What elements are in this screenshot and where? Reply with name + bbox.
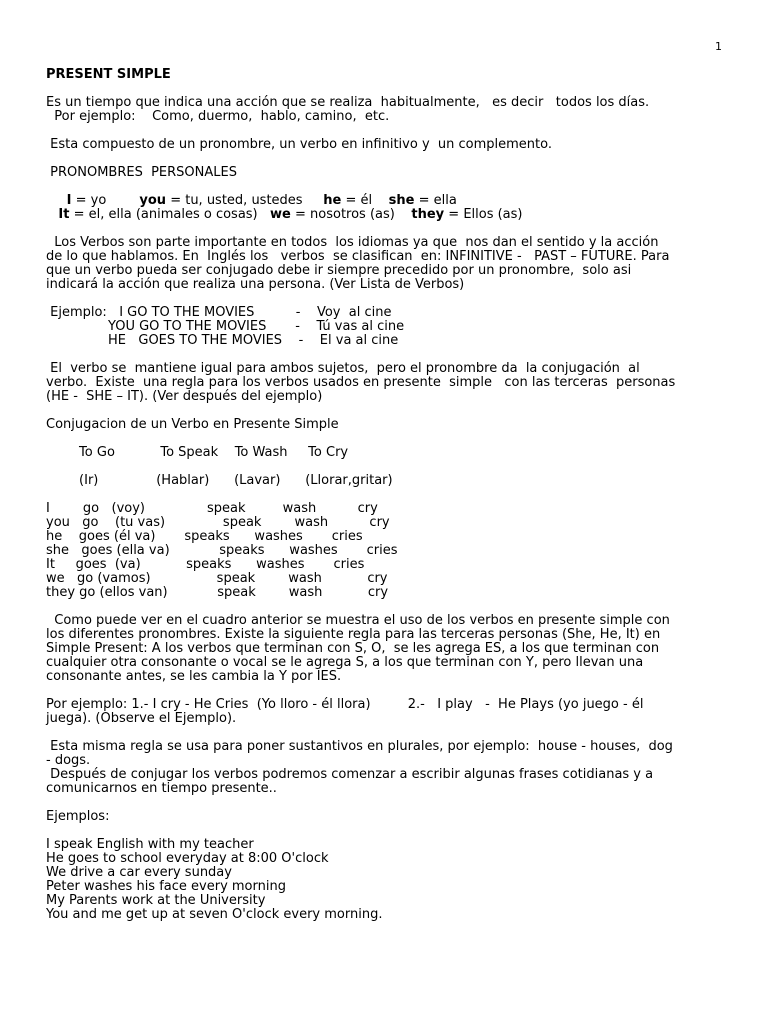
pronouns-row-2 bbox=[46, 208, 722, 222]
example-line: Ejemplo: I GO TO THE MOVIES - Voy al cine bbox=[46, 305, 392, 320]
ejemplo-sentence: We drive a car every sunday bbox=[46, 865, 232, 880]
verbs-paragraph-line: de lo que hablamos. En Inglés los verbos se clasifican en: INFINITIVE - PAST – FUTURE. Para bbox=[46, 249, 670, 264]
intro-line-1: Es un tiempo que indica una acción que se realiza habitualmente, es decir todos los días. bbox=[46, 95, 650, 110]
pronouns-heading: PRONOMBRES PERSONALES bbox=[46, 165, 237, 180]
plural-line: - dogs. bbox=[46, 753, 91, 768]
explanation-line: Como puede ver en el cuadro anterior se muestra el uso de los verbos en presente simple con bbox=[46, 613, 670, 628]
ejemplo-sentence: Peter washes his face every morning bbox=[46, 879, 286, 894]
por-ejemplo-line: juega). (Observe el Ejemplo). bbox=[46, 711, 237, 726]
plural-line: Esta misma regla se usa para poner sustantivos en plurales, por ejemplo: house - houses, dog bbox=[46, 739, 673, 754]
pronoun: I bbox=[66, 193, 72, 208]
example-line: YOU GO TO THE MOVIES - Tú vas al cine bbox=[46, 319, 405, 334]
pronoun: she bbox=[388, 193, 415, 208]
plural-line: comunicarnos en tiempo presente.. bbox=[46, 781, 277, 796]
explanation-line: los diferentes pronombres. Existe la siguiente regla para las terceras personas (She, He, It) en bbox=[46, 627, 661, 642]
ejemplos-heading: Ejemplos: bbox=[46, 809, 110, 824]
conjugation-row: I go (voy) speak wash cry bbox=[46, 501, 378, 516]
rule-paragraph-line: verbo. Existe una regla para los verbos usados en presente simple con las terceras personas bbox=[46, 375, 676, 390]
pronoun: we bbox=[270, 207, 291, 222]
pronoun-meaning: = ella bbox=[414, 193, 457, 208]
pronoun-meaning: = Ellos (as) bbox=[444, 207, 523, 222]
pronoun-meaning: = él bbox=[341, 193, 373, 208]
pronoun: It bbox=[58, 207, 70, 222]
pronoun-meaning: = nosotros (as) bbox=[290, 207, 395, 222]
pronoun: you bbox=[139, 193, 167, 208]
por-ejemplo-line: Por ejemplo: 1.- I cry - He Cries (Yo lloro - él llora) 2.- I play - He Plays (yo juego - él bbox=[46, 697, 644, 712]
conjugation-row: we go (vamos) speak wash cry bbox=[46, 571, 388, 586]
document-title: PRESENT SIMPLE bbox=[46, 67, 171, 82]
page-number: 1 bbox=[715, 40, 722, 53]
conjugation-row: he goes (él va) speaks washes cries bbox=[46, 529, 363, 544]
intro-line-2: Por ejemplo: Como, duermo, hablo, camino, etc. bbox=[46, 109, 390, 124]
pronoun-meaning: = yo bbox=[71, 193, 107, 208]
rule-paragraph-line: El verbo se mantiene igual para ambos sujetos, pero el pronombre da la conjugación al bbox=[46, 361, 640, 376]
ejemplo-sentence: I speak English with my teacher bbox=[46, 837, 254, 852]
pronoun-meaning: = tu, usted, ustedes bbox=[166, 193, 303, 208]
pronoun: he bbox=[323, 193, 342, 208]
explanation-line: cualquier otra consonante o vocal se le agrega S, a los que terminan con Y, pero llevan una bbox=[46, 655, 644, 670]
ejemplo-sentence: My Parents work at the University bbox=[46, 893, 266, 908]
pronoun-meaning: = el, ella (animales o cosas) bbox=[69, 207, 258, 222]
composition-text: Esta compuesto de un pronombre, un verbo en infinitivo y un complemento. bbox=[46, 137, 552, 152]
verbs-paragraph-line: Los Verbos son parte importante en todos los idiomas ya que nos dan el sentido y la acción bbox=[46, 235, 659, 250]
conjugation-row: they go (ellos van) speak wash cry bbox=[46, 585, 389, 600]
pronouns-row-1 bbox=[46, 194, 722, 208]
conjugation-heading: Conjugacion de un Verbo en Presente Simple bbox=[46, 417, 339, 432]
ejemplo-sentence: He goes to school everyday at 8:00 O'clock bbox=[46, 851, 329, 866]
conjugation-row: you go (tu vas) speak wash cry bbox=[46, 515, 390, 530]
ejemplo-sentence: You and me get up at seven O'clock every morning. bbox=[46, 907, 383, 922]
conjugation-row: It goes (va) speaks washes cries bbox=[46, 557, 365, 572]
document-body bbox=[46, 68, 722, 922]
explanation-line: Simple Present: A los verbos que terminan con S, O, se les agrega ES, a los que terminan con bbox=[46, 641, 660, 656]
rule-paragraph-line: (HE - SHE – IT). (Ver después del ejemplo) bbox=[46, 389, 323, 404]
verbs-paragraph-line: indicará la acción que realiza una persona. (Ver Lista de Verbos) bbox=[46, 277, 465, 292]
explanation-line: consonante antes, se les cambia la Y por IES. bbox=[46, 669, 342, 684]
pronoun: they bbox=[411, 207, 445, 222]
plural-line: Después de conjugar los verbos podremos comenzar a escribir algunas frases cotidianas y a bbox=[46, 767, 654, 782]
verbs-paragraph-line: que un verbo pueda ser conjugado debe ir siempre precedido por un pronombre, solo asi bbox=[46, 263, 632, 278]
conjugation-translations: (Ir) (Hablar) (Lavar) (Llorar,gritar) bbox=[46, 473, 393, 488]
conjugation-row: she goes (ella va) speaks washes cries bbox=[46, 543, 398, 558]
conjugation-verbs: To Go To Speak To Wash To Cry bbox=[46, 445, 349, 460]
example-line: HE GOES TO THE MOVIES - El va al cine bbox=[46, 333, 399, 348]
